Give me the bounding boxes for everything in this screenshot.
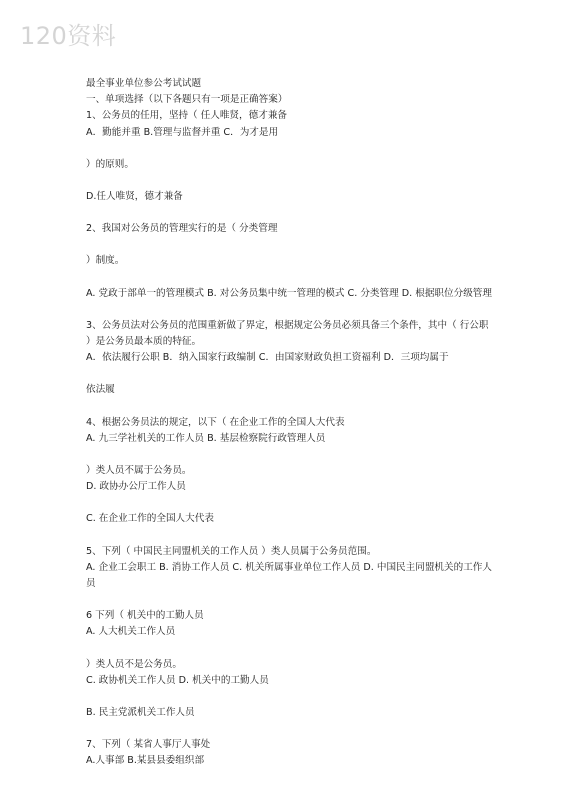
question-7-options: A.人事部 B.某县县委组织部 [86, 755, 205, 767]
section-heading: 一、单项选择（以下各题只有一项是正确答案） [86, 94, 288, 106]
question-3-options: A．依法履行公职 B．纳入国家行政编制 C．由国家财政负担工资福利 D．三项均属于 [86, 352, 449, 364]
question-2-options: A. 党政于部单一的管理模式 B. 对公务员集中统一管理的模式 C. 分类管理 D. 根据职位分级管理 [86, 287, 492, 299]
question-1-stem: 1、公务员的任用，坚持（ 任人唯贤，德才兼备 [86, 110, 288, 122]
question-4-stem: 4、根据公务员法的规定，以下（ 在企业工作的全国人大代表 [86, 416, 345, 428]
question-3-answer: 依法履 [86, 384, 115, 396]
question-5-stem: 5、下列（ 中国民主同盟机关的工作人员 ）类人员属于公务员范围。 [86, 545, 377, 557]
question-2-tail: ）制度。 [86, 255, 125, 267]
question-1-answer: D.任人唯贤，德才兼备 [86, 191, 183, 203]
question-3-stem: 3、公务员法对公务员的范围重新做了界定，根据规定公务员必须具备三个条件，其中（ 行公职 ）是公务员最本质的特征。 [86, 319, 489, 348]
watermark-logo: 120资料 [20, 22, 117, 50]
question-6-options: A. 人大机关工作人员 [86, 626, 176, 638]
question-7-stem: 7、下列（ 某省人事厅人事处 [86, 739, 211, 751]
question-6-tail: ）类人员不是公务员。 [86, 658, 182, 670]
question-1-tail: ）的原则。 [86, 158, 134, 170]
question-5-options: A. 企业工会职工 B. 消协工作人员 C. 机关所属事业单位工作人员 D. 中国民主同盟机关的工作人员 [86, 561, 492, 590]
question-6-stem: 6 下列（ 机关中的工勤人员 [86, 610, 204, 622]
question-4-tail: ）类人员不属于公务员。 [86, 465, 192, 477]
question-2-stem: 2、我国对公务员的管理实行的是（ 分类管理 [86, 223, 278, 235]
question-1-options: A．勤能并重 B.管理与监督并重 C．为才是用 [86, 126, 279, 138]
question-6-option-cd: C. 政协机关工作人员 D. 机关中的工勤人员 [86, 674, 269, 686]
document-body [86, 76, 496, 770]
question-4-answer: C. 在企业工作的全国人大代表 [86, 513, 214, 525]
question-4-option-d: D. 政协办公厅工作人员 [86, 481, 186, 493]
document-title: 最全事业单位参公考试试题 [86, 78, 202, 89]
question-6-answer: B. 民主党派机关工作人员 [86, 707, 195, 719]
question-4-options: A. 九三学社机关的工作人员 B. 基层检察院行政管理人员 [86, 432, 326, 444]
